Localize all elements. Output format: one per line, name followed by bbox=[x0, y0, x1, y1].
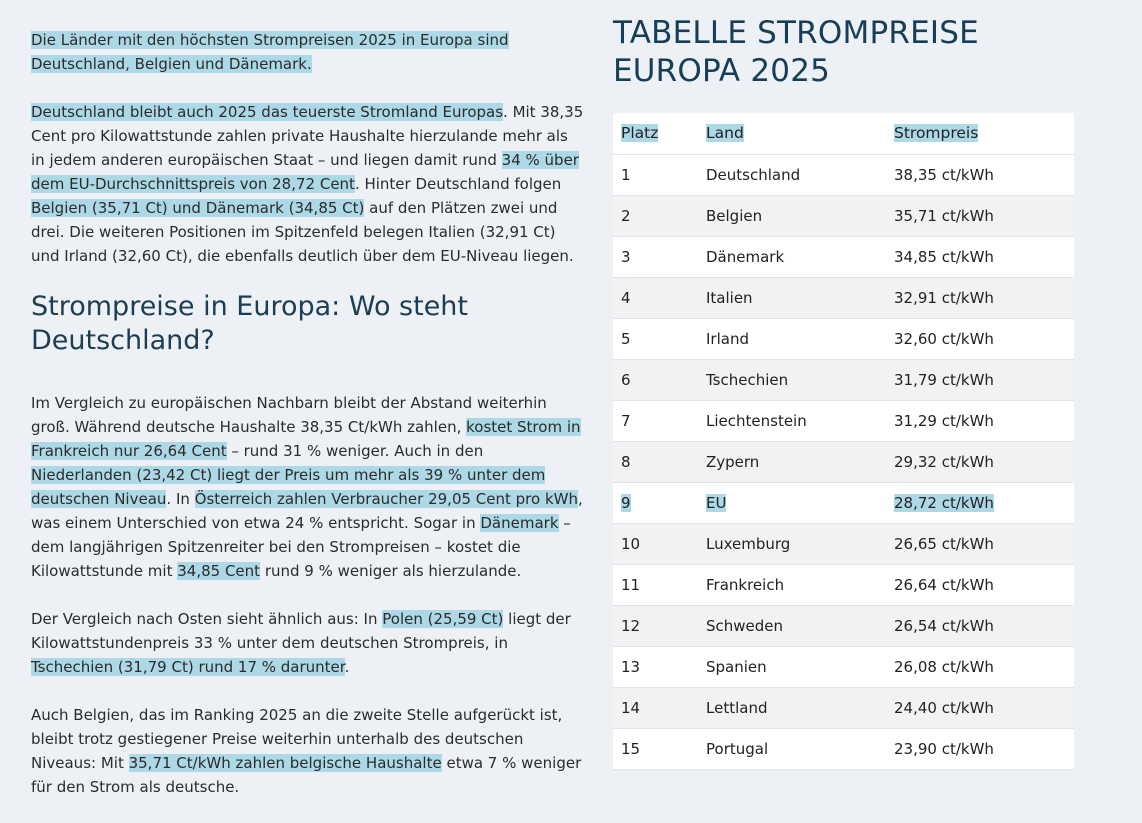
belgium-paragraph bbox=[31, 703, 586, 799]
table-row bbox=[613, 523, 1074, 564]
table-row bbox=[613, 400, 1074, 441]
table-row bbox=[613, 154, 1074, 195]
cell-price: 29,32 ct/kWh bbox=[886, 441, 1074, 482]
cell-country: Spanien bbox=[698, 646, 886, 687]
cell-country: Dänemark bbox=[698, 236, 886, 277]
header-country bbox=[698, 113, 886, 154]
cell-rank: 11 bbox=[613, 564, 698, 605]
cell-price: 32,60 ct/kWh bbox=[886, 318, 1074, 359]
table-row bbox=[613, 605, 1074, 646]
cell-price: 26,54 ct/kWh bbox=[886, 605, 1074, 646]
highlighted-text[interactable]: Land bbox=[706, 124, 744, 143]
cell-country: Italien bbox=[698, 277, 886, 318]
table-body bbox=[613, 154, 1074, 769]
cell-price: 32,91 ct/kWh bbox=[886, 277, 1074, 318]
cell-rank: 3 bbox=[613, 236, 698, 277]
cell-rank: 7 bbox=[613, 400, 698, 441]
cell-country: Deutschland bbox=[698, 154, 886, 195]
table-row bbox=[613, 277, 1074, 318]
east-paragraph bbox=[31, 607, 586, 679]
price-table bbox=[613, 113, 1074, 770]
highlighted-text[interactable]: Polen (25,59 Ct) bbox=[382, 610, 504, 628]
paragraph-text: Der Vergleich nach Osten sieht ähnlich aus: In bbox=[31, 610, 383, 628]
highlighted-text[interactable]: Platz bbox=[621, 124, 659, 143]
cell-country: Zypern bbox=[698, 441, 886, 482]
table-title: TABELLE STROMPREISE EUROPA 2025 bbox=[613, 15, 979, 89]
paragraph-text: . bbox=[344, 658, 350, 676]
cell-rank: 12 bbox=[613, 605, 698, 646]
cell-price: 31,79 ct/kWh bbox=[886, 359, 1074, 400]
highlighted-text[interactable]: 9 bbox=[621, 493, 631, 512]
intro-paragraph bbox=[31, 28, 586, 76]
paragraph-text: – dem langjährigen Spitzenreiter bei den Strompreisen – kostet die Kilowattstunde mit bbox=[31, 514, 571, 580]
highlighted-text[interactable]: EU bbox=[706, 493, 727, 512]
table-row bbox=[613, 728, 1074, 769]
highlighted-text[interactable]: Belgien (35,71 Ct) und Dänemark (34,85 Ct) bbox=[31, 199, 365, 217]
highlighted-text[interactable]: Die Länder mit den höchsten Strompreisen 2025 in Europa sind Deutschland, Belgien und Dänemark. bbox=[31, 31, 509, 73]
paragraph-text: – rund 31 % weniger. Auch in den bbox=[226, 442, 484, 460]
cell-country: Lettland bbox=[698, 687, 886, 728]
table-header-row bbox=[613, 113, 1074, 154]
paragraph-text: . Mit 38,35 Cent pro Kilowattstunde zahlen private Haushalte hierzulande mehr als in jedem anderen europäischen Staat – und liegen damit rund bbox=[31, 103, 584, 169]
cell-rank: 2 bbox=[613, 195, 698, 236]
cell-rank: 6 bbox=[613, 359, 698, 400]
highlighted-text[interactable]: Deutschland bleibt auch 2025 das teuerste Stromland Europas bbox=[31, 103, 504, 121]
cell-rank bbox=[613, 482, 698, 523]
cell-price: 23,90 ct/kWh bbox=[886, 728, 1074, 769]
highlighted-text[interactable]: Tschechien (31,79 Ct) rund 17 % darunter bbox=[31, 658, 345, 676]
article-content bbox=[31, 28, 586, 823]
cell-rank: 14 bbox=[613, 687, 698, 728]
neighbors-paragraph bbox=[31, 391, 586, 583]
cell-country: Frankreich bbox=[698, 564, 886, 605]
cell-rank: 13 bbox=[613, 646, 698, 687]
cell-price: 26,08 ct/kWh bbox=[886, 646, 1074, 687]
paragraph-text: . In bbox=[166, 490, 195, 508]
highlighted-text[interactable]: 28,72 ct/kWh bbox=[894, 493, 994, 512]
cell-price: 31,29 ct/kWh bbox=[886, 400, 1074, 441]
highlighted-text[interactable]: 34,85 Cent bbox=[177, 562, 261, 580]
paragraph-text: Auch Belgien, das im Ranking 2025 an die zweite Stelle aufgerückt ist, bleibt trotz gestiegener Preise weiterhin unterhalb des deutschen Niveaus: Mit bbox=[31, 706, 563, 772]
cell-country: Portugal bbox=[698, 728, 886, 769]
highlighted-text[interactable]: 34 % über dem EU-Durchschnittspreis von 28,72 Cent bbox=[31, 151, 579, 193]
paragraph-text: etwa 7 % weniger für den Strom als deutsche. bbox=[31, 754, 582, 796]
cell-price: 26,65 ct/kWh bbox=[886, 523, 1074, 564]
paragraph-text: . Hinter Deutschland folgen bbox=[354, 175, 562, 193]
table-row bbox=[613, 646, 1074, 687]
cell-rank: 5 bbox=[613, 318, 698, 359]
table-row bbox=[613, 359, 1074, 400]
cell-price: 24,40 ct/kWh bbox=[886, 687, 1074, 728]
paragraph-text: , was einem Unterschied von etwa 24 % entspricht. Sogar in bbox=[31, 490, 583, 532]
cell-country: Liechtenstein bbox=[698, 400, 886, 441]
cell-rank: 8 bbox=[613, 441, 698, 482]
table-row bbox=[613, 318, 1074, 359]
germany-paragraph bbox=[31, 100, 586, 268]
table-row bbox=[613, 195, 1074, 236]
cell-country: Tschechien bbox=[698, 359, 886, 400]
highlighted-text[interactable]: Niederlanden (23,42 Ct) liegt der Preis um mehr als 39 % unter dem deutschen Niveau bbox=[31, 466, 546, 508]
cell-price: 35,71 ct/kWh bbox=[886, 195, 1074, 236]
cell-rank: 10 bbox=[613, 523, 698, 564]
table-row bbox=[613, 482, 1074, 523]
cell-price bbox=[886, 482, 1074, 523]
price-table-section bbox=[613, 14, 1074, 770]
cell-price: 34,85 ct/kWh bbox=[886, 236, 1074, 277]
highlighted-text[interactable]: Dänemark bbox=[480, 514, 559, 532]
table-row bbox=[613, 236, 1074, 277]
highlighted-text[interactable]: Strompreis bbox=[894, 124, 979, 143]
cell-country bbox=[698, 482, 886, 523]
section-heading: Strompreise in Europa: Wo steht Deutschland? bbox=[31, 291, 469, 356]
cell-country: Irland bbox=[698, 318, 886, 359]
table-row bbox=[613, 441, 1074, 482]
cell-country: Belgien bbox=[698, 195, 886, 236]
cell-rank: 4 bbox=[613, 277, 698, 318]
table-row bbox=[613, 687, 1074, 728]
cell-rank: 1 bbox=[613, 154, 698, 195]
paragraph-text: Im Vergleich zu europäischen Nachbarn bleibt der Abstand weiterhin groß. Während deutsche Haushalte 38,35 Ct/kWh zahlen, bbox=[31, 394, 547, 436]
highlighted-text[interactable]: kostet Strom in Frankreich nur 26,64 Cent bbox=[31, 418, 581, 460]
paragraph-text: liegt der Kilowattstundenpreis 33 % unter dem deutschen Strompreis, in bbox=[31, 610, 571, 652]
table-row bbox=[613, 564, 1074, 605]
paragraph-text: rund 9 % weniger als hierzulande. bbox=[260, 562, 522, 580]
cell-rank: 15 bbox=[613, 728, 698, 769]
header-price bbox=[886, 113, 1074, 154]
paragraph-text: auf den Plätzen zwei und drei. Die weiteren Positionen im Spitzenfeld belegen Italien (32,91 Ct) und Irland (32,60 Ct), die ebenfalls deutlich über dem EU-Niveau liegen. bbox=[31, 199, 574, 265]
cell-country: Luxemburg bbox=[698, 523, 886, 564]
cell-price: 26,64 ct/kWh bbox=[886, 564, 1074, 605]
header-rank bbox=[613, 113, 698, 154]
highlighted-text[interactable]: Österreich zahlen Verbraucher 29,05 Cent pro kWh bbox=[194, 490, 578, 508]
cell-country: Schweden bbox=[698, 605, 886, 646]
cell-price: 38,35 ct/kWh bbox=[886, 154, 1074, 195]
highlighted-text[interactable]: 35,71 Ct/kWh zahlen belgische Haushalte bbox=[128, 754, 442, 772]
